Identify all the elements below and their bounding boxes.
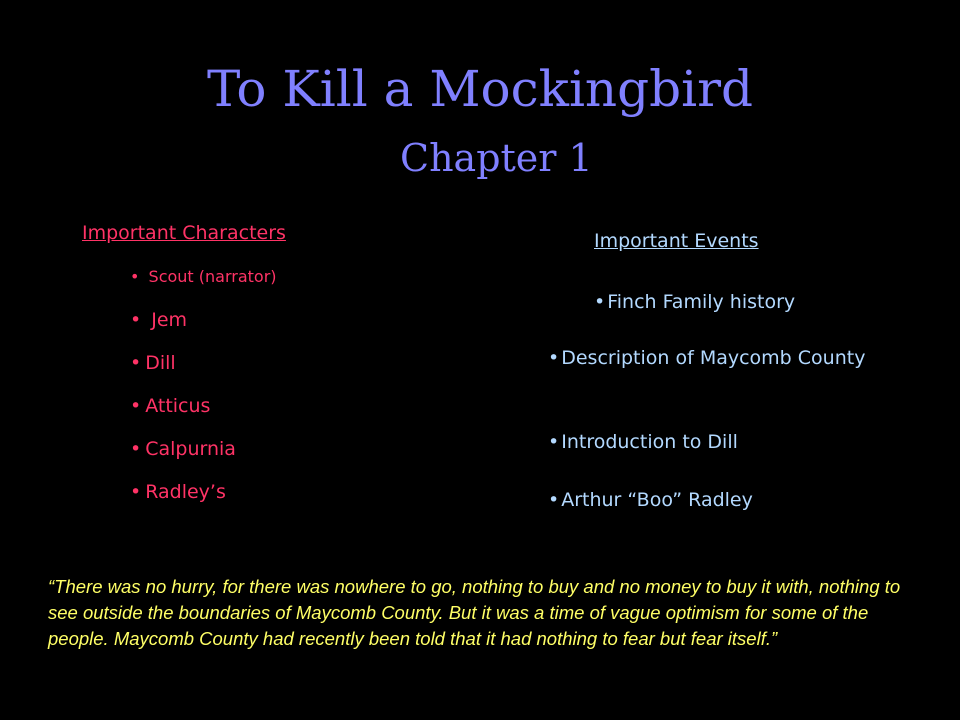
list-item (130, 307, 277, 350)
list-item (130, 350, 277, 393)
bullet-icon: • (130, 352, 142, 374)
bullet-icon: • (130, 438, 142, 460)
list-item (130, 393, 277, 436)
bullet-icon: • (548, 489, 560, 511)
events-heading: Important Events (594, 230, 759, 252)
event-text: Description of Maycomb County (561, 347, 866, 369)
character-name: Calpurnia (145, 438, 236, 460)
bullet-icon: • (594, 291, 606, 313)
character-name: Atticus (145, 395, 211, 417)
bullet-icon: • (130, 395, 142, 417)
character-name: Radley’s (145, 481, 226, 503)
bullet-icon: • (130, 309, 142, 331)
bullet-icon: • (130, 267, 140, 286)
list-item (130, 479, 277, 522)
character-name: Dill (145, 352, 176, 374)
bullet-icon: • (548, 431, 560, 453)
slide-subtitle: Chapter 1 (400, 136, 593, 180)
characters-heading: Important Characters (82, 222, 286, 244)
slide-title: To Kill a Mockingbird (206, 60, 754, 118)
list-item (548, 430, 878, 454)
list-item (548, 488, 878, 512)
list-item (594, 290, 924, 314)
chapter-quote: “There was no hurry, for there was nowhere to go, nothing to buy and no money to buy it with, nothing to see outside the boundaries of Maycomb County. But it was a time of vague optimism for some of the people. Maycomb County had recently been told that it had nothing to fear but fear itself.” (48, 576, 901, 649)
characters-list (130, 264, 277, 522)
event-text: Finch Family history (607, 291, 796, 313)
bullet-icon: • (548, 347, 560, 369)
list-item (548, 346, 878, 370)
list-item (130, 436, 277, 479)
character-name: Jem (151, 309, 188, 331)
list-item (130, 264, 277, 307)
event-text: Arthur “Boo” Radley (561, 489, 753, 511)
event-text: Introduction to Dill (561, 431, 738, 453)
character-name: Scout (narrator) (148, 267, 277, 286)
bullet-icon: • (130, 481, 142, 503)
